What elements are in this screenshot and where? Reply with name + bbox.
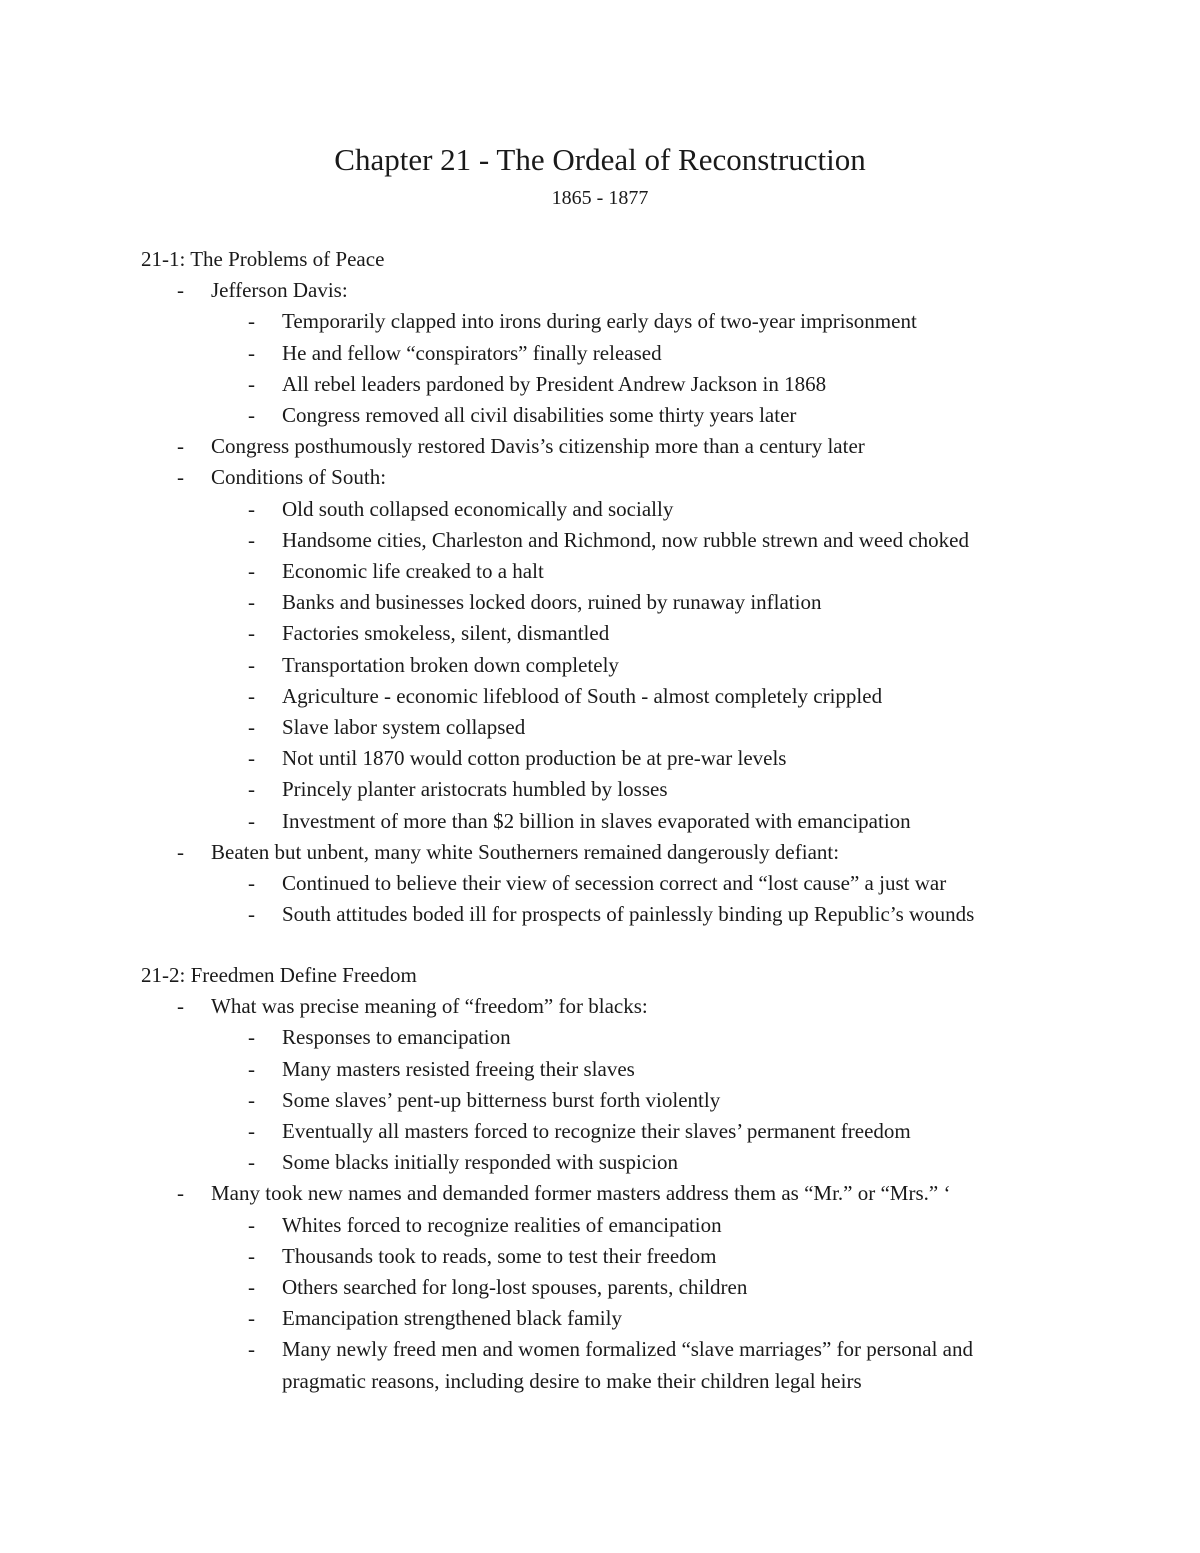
outline-subitem-text: Some blacks initially responded with suspicion (282, 1150, 679, 1175)
bullet-dash: - (248, 1275, 255, 1300)
outline-subitem-text: Congress removed all civil disabilities some thirty years later (282, 403, 797, 427)
outline-item-text: Congress posthumously restored Davis’s citizenship more than a century later (211, 434, 865, 459)
bullet-dash: - (177, 434, 184, 459)
outline-subitem-text: Transportation broken down completely (282, 652, 619, 677)
outline-item (141, 462, 1141, 493)
outline-subitem (141, 1303, 1062, 1334)
outline-subitem-text: Princely planter aristocrats humbled by losses (282, 777, 668, 802)
bullet-dash: - (177, 994, 184, 1019)
bullet-dash: - (248, 1119, 255, 1143)
outline-subitem (141, 806, 1062, 837)
outline-subitem-text: Handsome cities, Charleston and Richmond, now rubble strewn and weed choked (282, 527, 970, 552)
outline-item (141, 1178, 1141, 1209)
outline-subitem (141, 1022, 1062, 1053)
outline-item (141, 837, 1141, 868)
outline-subitem-text: Some slaves’ pent-up bitterness burst forth violently (282, 1087, 721, 1112)
bullet-dash: - (248, 1056, 255, 1081)
outline-subitem-text: Economic life creaked to a halt (282, 559, 544, 584)
outline-subitem-text: Thousands took to reads, some to test their freedom (282, 1243, 717, 1268)
outline-subitem-text: Slave labor system collapsed (282, 715, 526, 740)
outline-subitem (141, 1116, 1062, 1147)
outline-subitem (141, 650, 1062, 681)
outline-subitem (141, 743, 1062, 774)
outline-subitem-text: Agriculture - economic lifeblood of South - almost completely crippled (282, 683, 883, 708)
bullet-dash: - (248, 808, 255, 833)
outline-subitem-text: Factories smokeless, silent, dismantled (282, 621, 610, 646)
bullet-dash: - (248, 683, 255, 708)
bullet-dash: - (248, 1025, 255, 1050)
outline-item-text: Many took new names and demanded former masters address them as “Mr.” or “Mrs.” ‘ (211, 1181, 951, 1206)
outline-item (141, 431, 1141, 462)
bullet-dash: - (248, 309, 255, 334)
outline-subitem (141, 587, 1062, 618)
outline-subitem-text: Many newly freed men and women formalized “slave marriages” for personal and pragmatic reasons, including desire to make their children legal heirs (282, 1337, 973, 1393)
page-title: Chapter 21 - The Ordeal of Reconstruction (334, 142, 866, 177)
outline-subitem (141, 1241, 1062, 1272)
bullet-dash: - (248, 527, 255, 552)
bullet-dash: - (248, 1087, 255, 1112)
outline-subitem (141, 774, 1062, 805)
outline-subitem (141, 494, 1062, 525)
date-range: 1865 - 1877 (551, 187, 649, 209)
outline-subitem (141, 369, 1062, 400)
bullet-dash: - (177, 839, 184, 864)
bullet-dash: - (248, 1212, 255, 1237)
outline-subitem (141, 525, 1062, 556)
bullet-dash: - (248, 590, 255, 615)
outline-item-text: Beaten but unbent, many white Southerners remained dangerously defiant: (211, 839, 840, 864)
outline-subitem-text: Temporarily clapped into irons during early days of two-year imprisonment (282, 309, 917, 334)
section-heading: 21-1: The Problems of Peace (141, 247, 385, 271)
outline-subitem-text: Banks and businesses locked doors, ruined by runaway inflation (282, 590, 822, 615)
outline-subitem (141, 1272, 1062, 1303)
outline-subitem (141, 681, 1062, 712)
outline-item-text: What was precise meaning of “freedom” for blacks: (211, 994, 648, 1019)
outline-subitem-text: South attitudes boded ill for prospects of painlessly binding up Republic’s wounds (282, 902, 975, 927)
bullet-dash: - (177, 1181, 184, 1206)
outline-item (141, 991, 1141, 1022)
bullet-dash: - (248, 340, 255, 365)
outline-subitem (141, 400, 1062, 431)
outline-subitem (141, 1085, 1062, 1116)
outline-subitem (141, 556, 1062, 587)
bullet-dash: - (248, 621, 255, 646)
outline-item-text: Jefferson Davis: (211, 278, 348, 303)
outline-subitem-text: Old south collapsed economically and socially (282, 496, 674, 521)
outline-subitem (141, 1334, 1062, 1396)
outline-subitem-text: Continued to believe their view of secession correct and “lost cause” a just war (282, 871, 947, 896)
outline-subitem-text: Whites forced to recognize realities of emancipation (282, 1212, 722, 1237)
outline-subitem (141, 338, 1062, 369)
outline-subitem-text: Others searched for long-lost spouses, parents, children (282, 1275, 748, 1300)
outline-subitem (141, 868, 1062, 899)
bullet-dash: - (248, 1150, 255, 1175)
outline-subitem-text: He and fellow “conspirators” finally released (282, 340, 662, 365)
section-problems-of-peace (141, 244, 1141, 930)
outline-subitem (141, 618, 1062, 649)
outline-subitem (141, 1147, 1062, 1178)
bullet-dash: - (248, 1306, 255, 1331)
bullet-dash: - (248, 1243, 255, 1268)
outline-subitem (141, 1210, 1062, 1241)
outline-subitem (141, 899, 1062, 930)
bullet-dash: - (248, 371, 255, 396)
outline-subitem (141, 1054, 1062, 1085)
bullet-dash: - (248, 902, 255, 927)
bullet-dash: - (248, 1337, 255, 1362)
outline-item-text: Conditions of South: (211, 465, 387, 490)
section-heading: 21-2: Freedmen Define Freedom (141, 963, 417, 987)
outline-subitem (141, 712, 1062, 743)
outline-item (141, 275, 1141, 306)
outline-subitem-text: Many masters resisted freeing their slaves (282, 1056, 635, 1081)
bullet-dash: - (248, 715, 255, 740)
outline-subitem (141, 306, 1062, 337)
outline-subitem-text: Eventually all masters forced to recognize their slaves’ permanent freedom (282, 1119, 911, 1143)
outline-subitem-text: Investment of more than $2 billion in slaves evaporated with emancipation (282, 808, 911, 833)
bullet-dash: - (177, 465, 184, 490)
outline-subitem-text: Emancipation strengthened black family (282, 1306, 622, 1331)
bullet-dash: - (248, 777, 255, 802)
bullet-dash: - (177, 278, 184, 303)
bullet-dash: - (248, 559, 255, 584)
bullet-dash: - (248, 496, 255, 521)
bullet-dash: - (248, 652, 255, 677)
bullet-dash: - (248, 403, 255, 427)
outline-subitem-text: All rebel leaders pardoned by President Andrew Jackson in 1868 (282, 371, 827, 396)
bullet-dash: - (248, 746, 255, 771)
outline-subitem-text: Not until 1870 would cotton production be at pre-war levels (282, 746, 787, 771)
section-freedmen-define-freedom (141, 960, 1141, 1397)
bullet-dash: - (248, 871, 255, 896)
outline-subitem-text: Responses to emancipation (282, 1025, 511, 1050)
